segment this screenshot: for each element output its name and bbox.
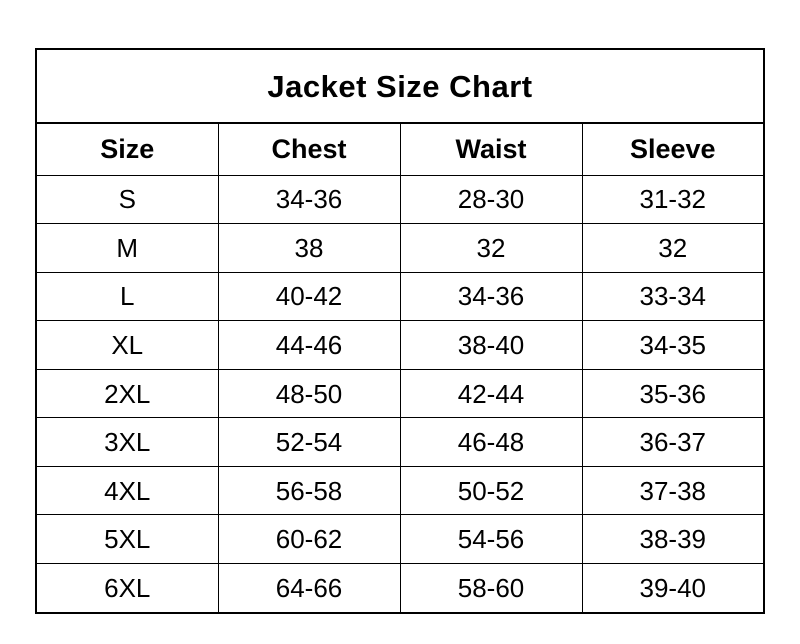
chest-cell: 52-54 xyxy=(218,418,400,467)
sleeve-cell: 32 xyxy=(582,224,764,273)
size-cell: 6XL xyxy=(36,564,218,614)
size-cell: XL xyxy=(36,321,218,370)
chest-cell: 40-42 xyxy=(218,272,400,321)
sleeve-cell: 38-39 xyxy=(582,515,764,564)
sleeve-cell: 35-36 xyxy=(582,369,764,418)
sleeve-cell: 39-40 xyxy=(582,564,764,614)
size-cell: 5XL xyxy=(36,515,218,564)
table-row-s xyxy=(36,175,764,224)
size-cell: 2XL xyxy=(36,369,218,418)
chest-cell: 48-50 xyxy=(218,369,400,418)
sleeve-cell: 36-37 xyxy=(582,418,764,467)
size-cell: L xyxy=(36,272,218,321)
size-cell: M xyxy=(36,224,218,273)
sleeve-cell: 33-34 xyxy=(582,272,764,321)
sleeve-cell: 37-38 xyxy=(582,466,764,515)
column-header-size: Size xyxy=(36,123,218,175)
size-cell: 3XL xyxy=(36,418,218,467)
waist-cell: 32 xyxy=(400,224,582,273)
column-header-chest: Chest xyxy=(218,123,400,175)
title-row xyxy=(36,49,764,123)
chest-cell: 38 xyxy=(218,224,400,273)
table-row-6xl xyxy=(36,564,764,614)
waist-cell: 50-52 xyxy=(400,466,582,515)
waist-cell: 34-36 xyxy=(400,272,582,321)
table-row-2xl xyxy=(36,369,764,418)
chest-cell: 34-36 xyxy=(218,175,400,224)
chest-cell: 60-62 xyxy=(218,515,400,564)
chest-cell: 64-66 xyxy=(218,564,400,614)
table-row-5xl xyxy=(36,515,764,564)
table-row-4xl xyxy=(36,466,764,515)
waist-cell: 46-48 xyxy=(400,418,582,467)
jacket-size-chart-table xyxy=(35,48,765,614)
size-cell: S xyxy=(36,175,218,224)
column-header-waist: Waist xyxy=(400,123,582,175)
waist-cell: 38-40 xyxy=(400,321,582,370)
sleeve-cell: 31-32 xyxy=(582,175,764,224)
chest-cell: 56-58 xyxy=(218,466,400,515)
chart-title: Jacket Size Chart xyxy=(36,49,764,123)
header-row xyxy=(36,123,764,175)
table-row-xl xyxy=(36,321,764,370)
chest-cell: 44-46 xyxy=(218,321,400,370)
table-row-m xyxy=(36,224,764,273)
waist-cell: 42-44 xyxy=(400,369,582,418)
waist-cell: 54-56 xyxy=(400,515,582,564)
waist-cell: 58-60 xyxy=(400,564,582,614)
column-header-sleeve: Sleeve xyxy=(582,123,764,175)
size-cell: 4XL xyxy=(36,466,218,515)
table-row-3xl xyxy=(36,418,764,467)
waist-cell: 28-30 xyxy=(400,175,582,224)
table-row-l xyxy=(36,272,764,321)
sleeve-cell: 34-35 xyxy=(582,321,764,370)
